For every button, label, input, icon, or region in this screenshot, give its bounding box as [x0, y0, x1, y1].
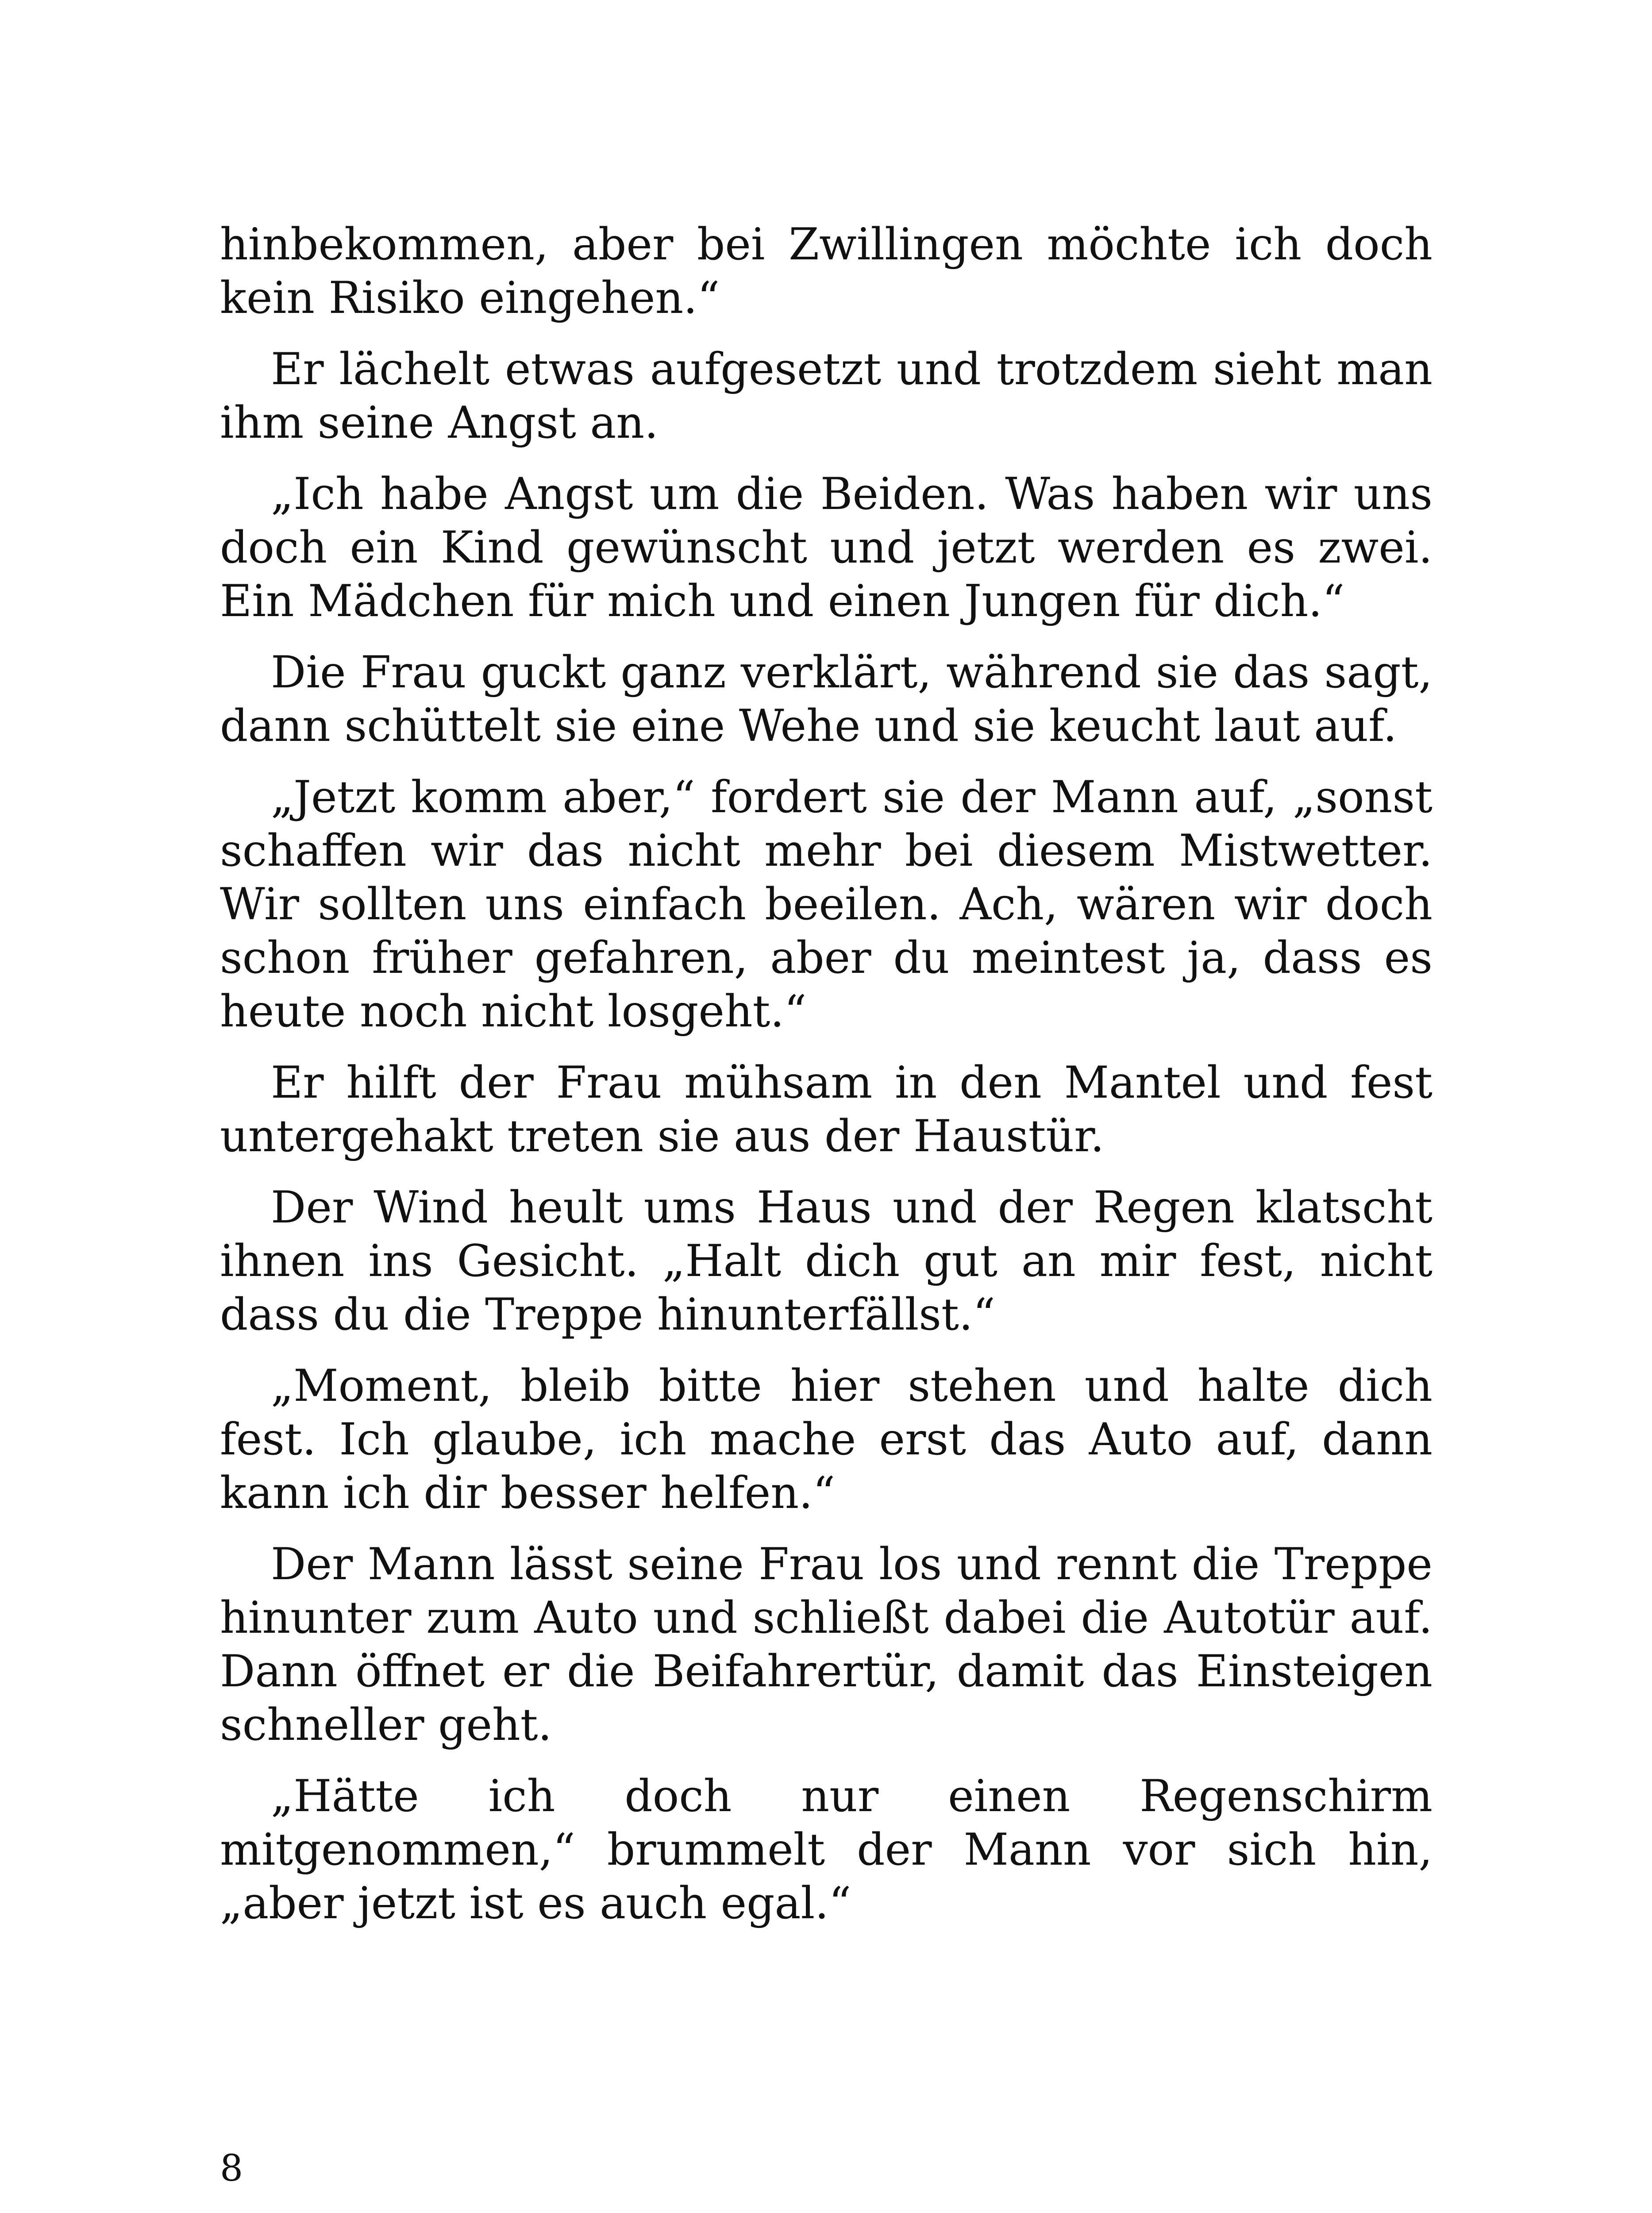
paragraph: „Ich habe Angst um die Beiden. Was haben wir uns doch ein Kind gewünscht und jetzt werden es zwei. Ein Mädchen für mich und einen Jungen für dich.“: [220, 469, 1433, 627]
paragraph-continuation: hinbekommen, aber bei Zwillingen möchte ich doch kein Risiko eingehen.“: [220, 219, 1433, 324]
paragraph: „Moment, bleib bitte hier stehen und halte dich fest. Ich glaube, ich mache erst das Auto auf, dann kann ich dir besser helfen.“: [220, 1361, 1433, 1519]
paragraph: „Jetzt komm aber,“ fordert sie der Mann auf, „sonst schaffen wir das nicht mehr bei diesem Mistwetter. Wir sollten uns einfach beeilen. Ach, wären wir doch schon früher gefahren, aber du meintest ja, dass es heute noch nicht losgeht.“: [220, 772, 1433, 1037]
paragraph: „Hätte ich doch nur einen Regenschirm mitgenommen,“ brummelt der Mann vor sich hin, „aber jetzt ist es auch egal.“: [220, 1771, 1433, 1929]
paragraph: Der Wind heult ums Haus und der Regen klatscht ihnen ins Gesicht. „Halt dich gut an mir fest, nicht dass du die Treppe hinunterfällst.“: [220, 1182, 1433, 1340]
paragraph: Er lächelt etwas aufgesetzt und trotzdem sieht man ihm seine Angst an.: [220, 344, 1433, 448]
page-number: 8: [220, 2147, 243, 2190]
paragraph: Die Frau guckt ganz verklärt, während sie das sagt, dann schüttelt sie eine Wehe und sie keucht laut auf.: [220, 647, 1433, 752]
paragraph: Er hilft der Frau mühsam in den Mantel und fest untergehakt treten sie aus der Haustür.: [220, 1057, 1433, 1162]
paragraph: Der Mann lässt seine Frau los und rennt die Treppe hinunter zum Auto und schließt dabei die Autotür auf. Dann öffnet er die Beifahrertür, damit das Einsteigen schneller geht.: [220, 1539, 1433, 1750]
body-text: [220, 218, 1433, 1948]
